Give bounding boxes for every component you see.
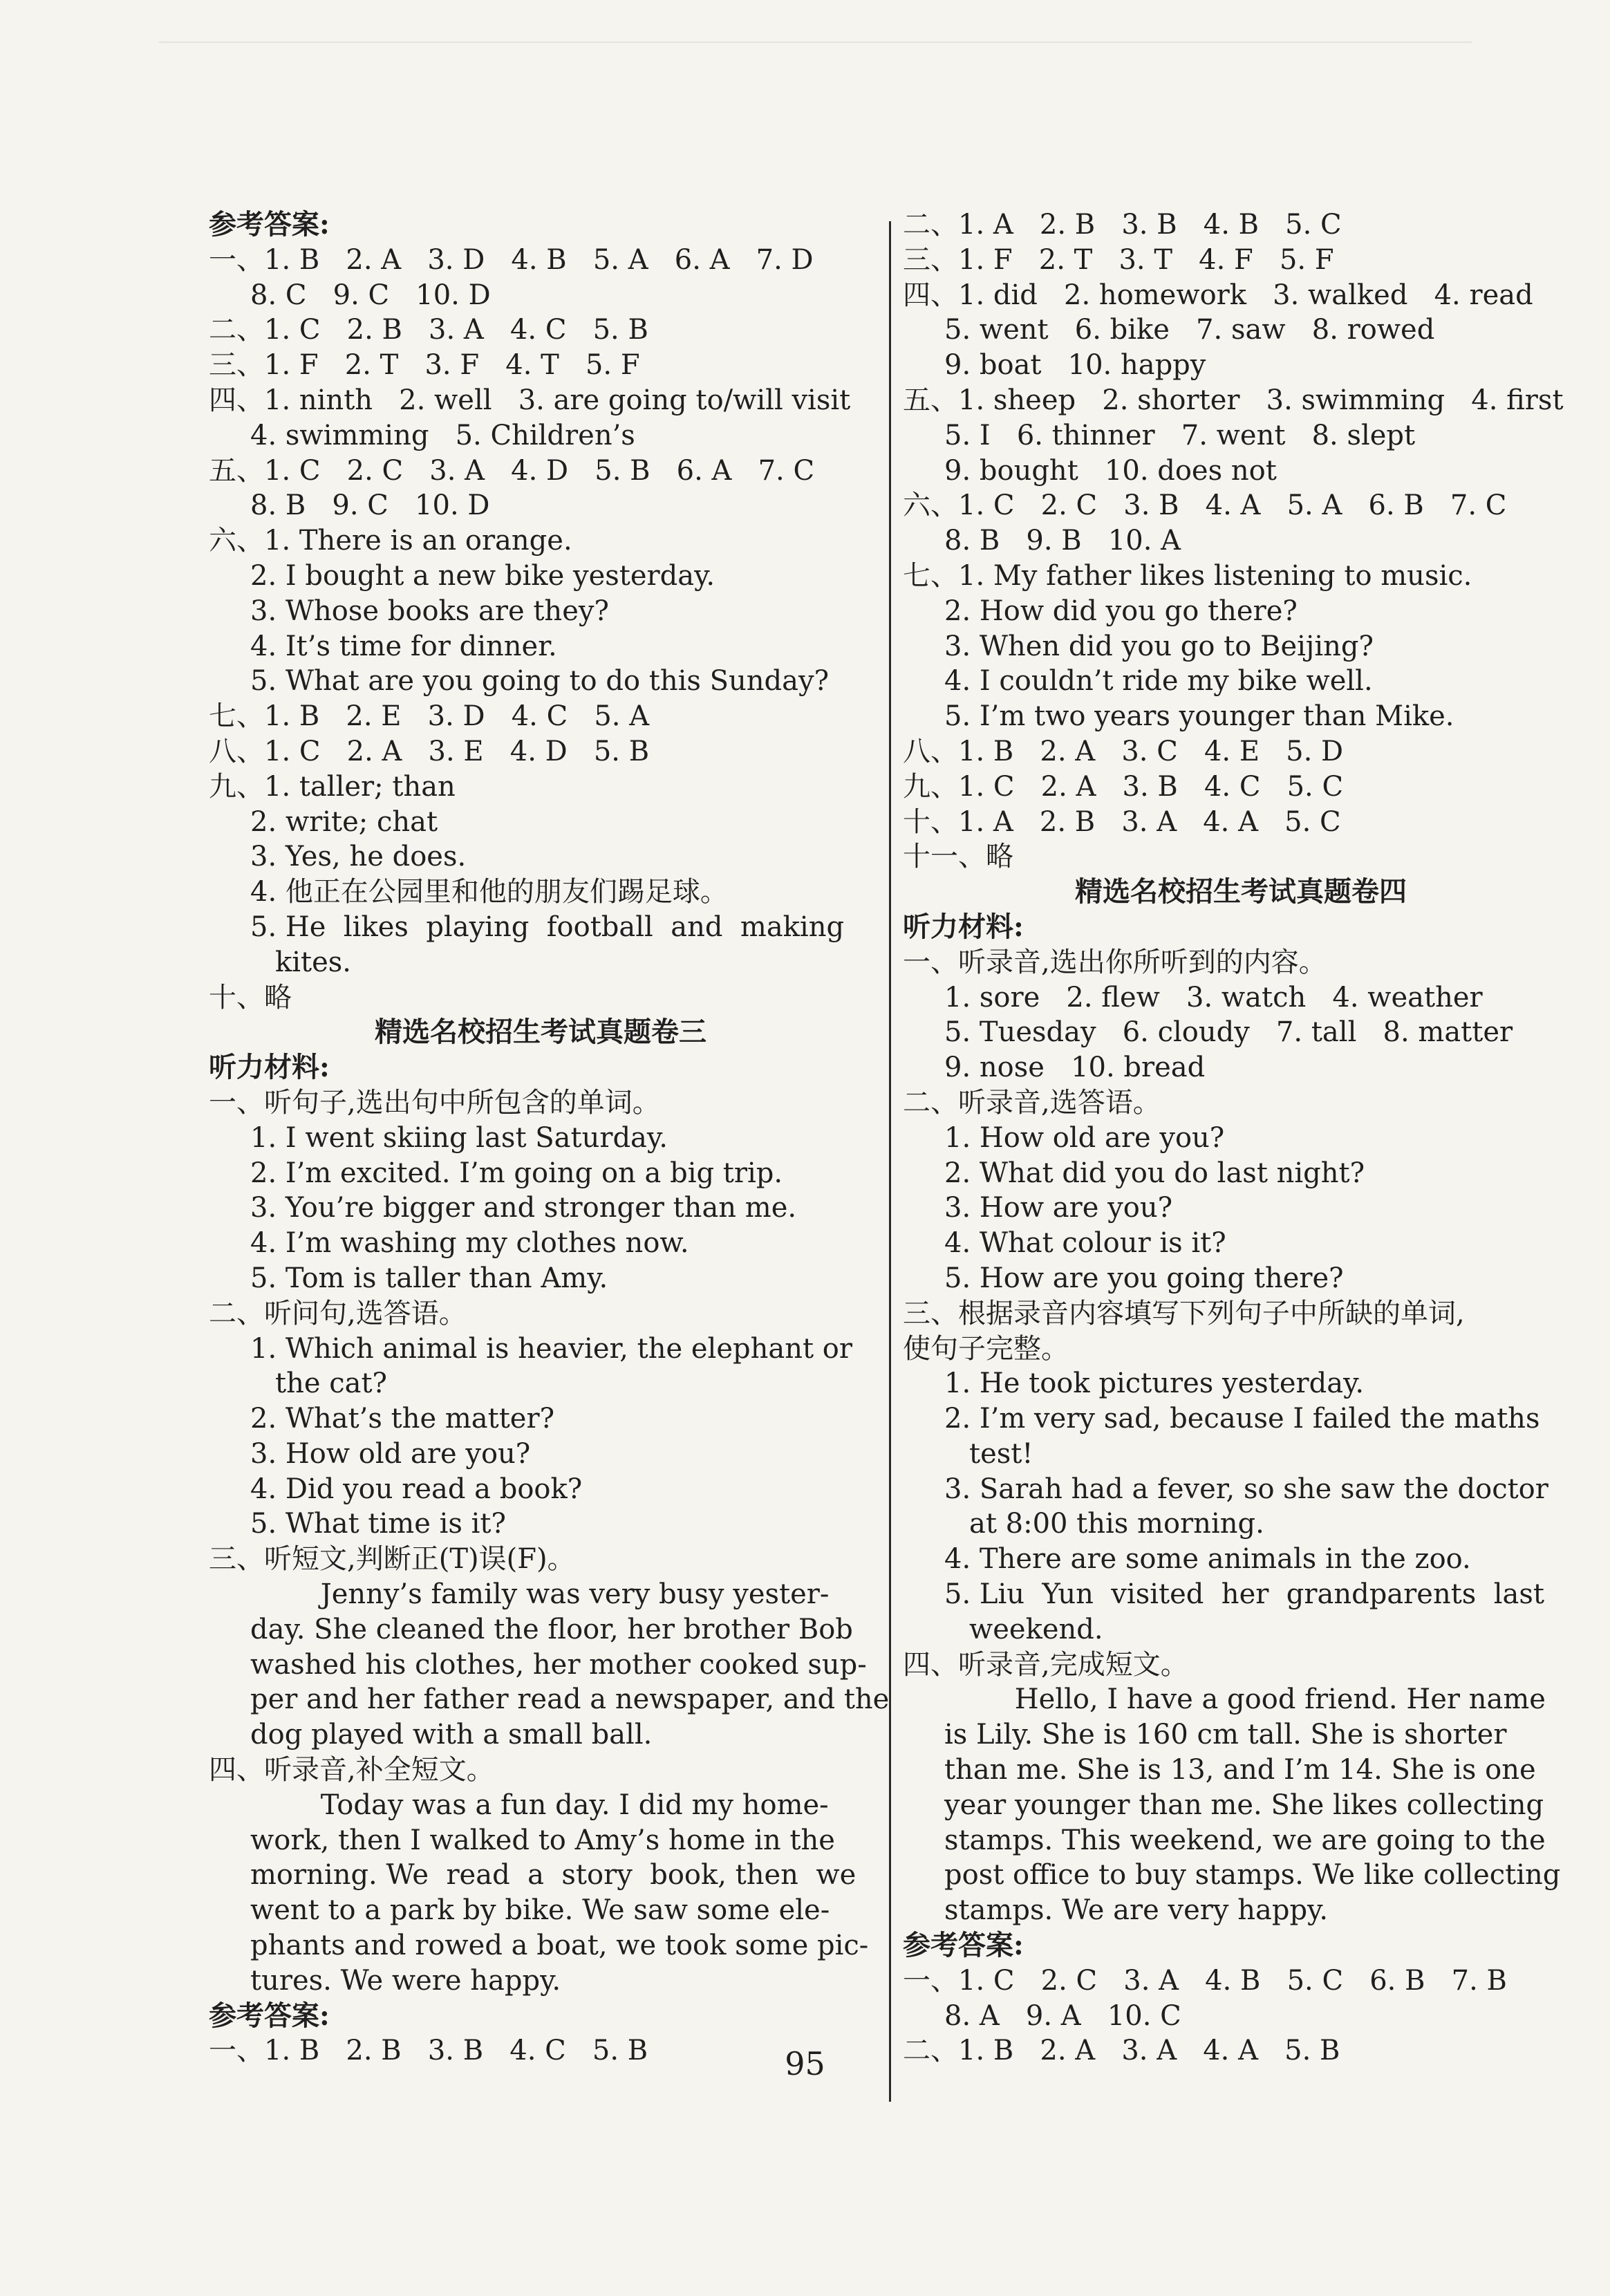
passage-line: Today was a fun day. I did my home- <box>250 1789 829 1821</box>
text-line: kites. <box>275 946 352 978</box>
text-line: at 8:00 this morning. <box>969 1508 1264 1540</box>
passage-line: than me. She is 13, and I’m 14. She is one <box>944 1754 1536 1786</box>
text-line: 3. Yes, he does. <box>250 841 467 873</box>
passage-line: day. She cleaned the floor, her brother Bob <box>250 1613 853 1645</box>
text-line: 8. B 9. B 10. A <box>944 525 1181 557</box>
text-line: 5. What are you going to do this Sunday? <box>250 665 830 698</box>
text-line: 4. There are some animals in the zoo. <box>944 1543 1471 1576</box>
passage-line: year younger than me. She likes collecting <box>944 1789 1544 1821</box>
section-heading: 听力材料: <box>209 1051 330 1084</box>
text-line: 一、听录音,选出你所听到的内容。 <box>903 946 1327 978</box>
page-number: 95 <box>785 2045 825 2082</box>
text-line: 8. A 9. A 10. C <box>944 1999 1181 2032</box>
passage-line: tures. We were happy. <box>250 1964 561 1997</box>
exam-title: 精选名校招生考试真题卷三 <box>375 1016 706 1049</box>
text-line: 1. How old are you? <box>944 1121 1225 1154</box>
text-line: test! <box>969 1437 1033 1470</box>
column-divider <box>889 221 891 2102</box>
text-line: 四、听录音,补全短文。 <box>209 1754 494 1786</box>
text-line: 4. Did you read a book? <box>250 1473 583 1505</box>
right-column <box>903 207 1579 2069</box>
text-line: 一、1. C 2. C 3. A 4. B 5. C 6. B 7. B <box>903 1964 1507 1997</box>
text-line: 9. boat 10. happy <box>944 349 1206 382</box>
text-line: 使句子完整。 <box>903 1332 1069 1365</box>
text-line: 5. Tuesday 6. cloudy 7. tall 8. matter <box>944 1016 1513 1049</box>
text-line: 十、略 <box>209 981 292 1014</box>
text-line: 2. What’s the matter? <box>250 1403 555 1435</box>
text-line: 八、1. B 2. A 3. C 4. E 5. D <box>903 735 1344 767</box>
passage-line: post office to buy stamps. We like collecting <box>944 1859 1561 1892</box>
text-line: 4. I couldn’t ride my bike well. <box>944 665 1373 698</box>
text-line: 3. Sarah had a fever, so she saw the doctor <box>944 1473 1548 1505</box>
text-line: 七、1. My father likes listening to music. <box>903 559 1472 592</box>
text-line: 二、1. C 2. B 3. A 4. C 5. B <box>209 314 648 346</box>
text-line: 3. How are you? <box>944 1192 1173 1224</box>
text-line: 五、1. C 2. C 3. A 4. D 5. B 6. A 7. C <box>209 454 815 487</box>
section-heading: 参考答案: <box>209 1999 330 2032</box>
text-line: 5. He likes playing football and making <box>250 911 845 943</box>
text-line: 五、1. sheep 2. shorter 3. swimming 4. first <box>903 384 1564 416</box>
text-line: 八、1. C 2. A 3. E 4. D 5. B <box>209 735 650 767</box>
text-line: 4. 他正在公园里和他的朋友们踢足球。 <box>250 876 728 908</box>
passage-line: went to a park by bike. We saw some ele- <box>250 1894 830 1927</box>
text-line: 1. He took pictures yesterday. <box>944 1368 1365 1400</box>
text-line: 2. I’m very sad, because I failed the maths <box>944 1403 1540 1435</box>
text-line: 3. You’re bigger and stronger than me. <box>250 1192 797 1224</box>
text-line: 3. How old are you? <box>250 1437 531 1470</box>
text-line: 5. I’m two years younger than Mike. <box>944 700 1454 733</box>
passage-line: stamps. This weekend, we are going to the <box>944 1824 1546 1856</box>
section-heading: 参考答案: <box>209 208 330 241</box>
text-line: 七、1. B 2. E 3. D 4. C 5. A <box>209 700 650 733</box>
text-line: the cat? <box>275 1368 387 1400</box>
text-line: 4. swimming 5. Children’s <box>250 419 635 451</box>
text-line: 二、1. B 2. A 3. A 4. A 5. B <box>903 2035 1340 2067</box>
passage-line: stamps. We are very happy. <box>944 1894 1329 1927</box>
text-line: 一、听句子,选出句中所包含的单词。 <box>209 1086 660 1119</box>
text-line: 四、听录音,完成短文。 <box>903 1648 1188 1681</box>
text-line: 二、1. A 2. B 3. B 4. B 5. C <box>903 209 1342 241</box>
passage-line: washed his clothes, her mother cooked sup- <box>250 1648 867 1681</box>
text-line: 2. I’m excited. I’m going on a big trip. <box>250 1157 783 1189</box>
text-line: 2. write; chat <box>250 805 438 838</box>
text-line: 三、根据录音内容填写下列句子中所缺的单词, <box>903 1297 1465 1329</box>
passage-line: Jenny’s family was very busy yester- <box>250 1578 830 1611</box>
text-line: 一、1. B 2. B 3. B 4. C 5. B <box>209 2035 648 2067</box>
text-line: 4. It’s time for dinner. <box>250 630 557 662</box>
section-heading: 听力材料: <box>903 910 1024 943</box>
text-line: 5. How are you going there? <box>944 1262 1344 1294</box>
text-line: 六、1. There is an orange. <box>209 525 572 557</box>
text-line: weekend. <box>969 1613 1103 1645</box>
text-line: 8. C 9. C 10. D <box>250 279 491 311</box>
text-line: 四、1. ninth 2. well 3. are going to/will visit <box>209 384 851 416</box>
text-line: 六、1. C 2. C 3. B 4. A 5. A 6. B 7. C <box>903 489 1507 522</box>
exam-title: 精选名校招生考试真题卷四 <box>1075 875 1407 908</box>
text-line: 十一、略 <box>903 841 1013 873</box>
passage-line: Hello, I have a good friend. Her name <box>944 1683 1546 1716</box>
text-line: 二、听录音,选答语。 <box>903 1086 1161 1119</box>
passage-line: morning. We read a story book, then we <box>250 1859 857 1892</box>
text-line: 8. B 9. C 10. D <box>250 489 490 522</box>
text-line: 2. I bought a new bike yesterday. <box>250 559 715 592</box>
passage-line: per and her father read a newspaper, and the <box>250 1683 890 1716</box>
text-line: 2. How did you go there? <box>944 595 1298 627</box>
text-line: 9. bought 10. does not <box>944 454 1277 487</box>
text-line: 5. I 6. thinner 7. went 8. slept <box>944 419 1416 451</box>
text-line: 九、1. taller; than <box>209 770 456 803</box>
left-column <box>209 207 890 2069</box>
text-line: 一、1. B 2. A 3. D 4. B 5. A 6. A 7. D <box>209 243 814 276</box>
text-line: 4. I’m washing my clothes now. <box>250 1227 689 1260</box>
text-line: 1. sore 2. flew 3. watch 4. weather <box>944 981 1483 1014</box>
scan-edge-rule <box>159 41 1472 43</box>
text-line: 1. Which animal is heavier, the elephant or <box>250 1332 852 1365</box>
text-line: 三、听短文,判断正(T)误(F)。 <box>209 1543 575 1576</box>
text-line: 9. nose 10. bread <box>944 1052 1206 1084</box>
text-line: 4. What colour is it? <box>944 1227 1226 1260</box>
passage-line: phants and rowed a boat, we took some pic- <box>250 1930 869 1962</box>
text-line: 3. When did you go to Beijing? <box>944 630 1374 662</box>
text-line: 1. I went skiing last Saturday. <box>250 1121 668 1154</box>
text-line: 九、1. C 2. A 3. B 4. C 5. C <box>903 770 1344 803</box>
passage-line: work, then I walked to Amy’s home in the <box>250 1824 835 1856</box>
text-line: 四、1. did 2. homework 3. walked 4. read <box>903 279 1533 311</box>
text-line: 5. What time is it? <box>250 1508 506 1540</box>
text-line: 5. went 6. bike 7. saw 8. rowed <box>944 314 1435 346</box>
text-line: 5. Tom is taller than Amy. <box>250 1262 608 1294</box>
text-line: 2. What did you do last night? <box>944 1157 1365 1189</box>
text-line: 三、1. F 2. T 3. F 4. T 5. F <box>209 349 640 382</box>
text-line: 十、1. A 2. B 3. A 4. A 5. C <box>903 805 1341 838</box>
text-line: 3. Whose books are they? <box>250 595 609 627</box>
text-line: 三、1. F 2. T 3. T 4. F 5. F <box>903 243 1334 276</box>
text-line: 5. Liu Yun visited her grandparents last <box>944 1578 1545 1611</box>
text-line: 二、听问句,选答语。 <box>209 1297 467 1329</box>
section-heading: 参考答案: <box>903 1929 1024 1962</box>
passage-line: dog played with a small ball. <box>250 1719 653 1751</box>
passage-line: is Lily. She is 160 cm tall. She is shorter <box>944 1719 1507 1751</box>
